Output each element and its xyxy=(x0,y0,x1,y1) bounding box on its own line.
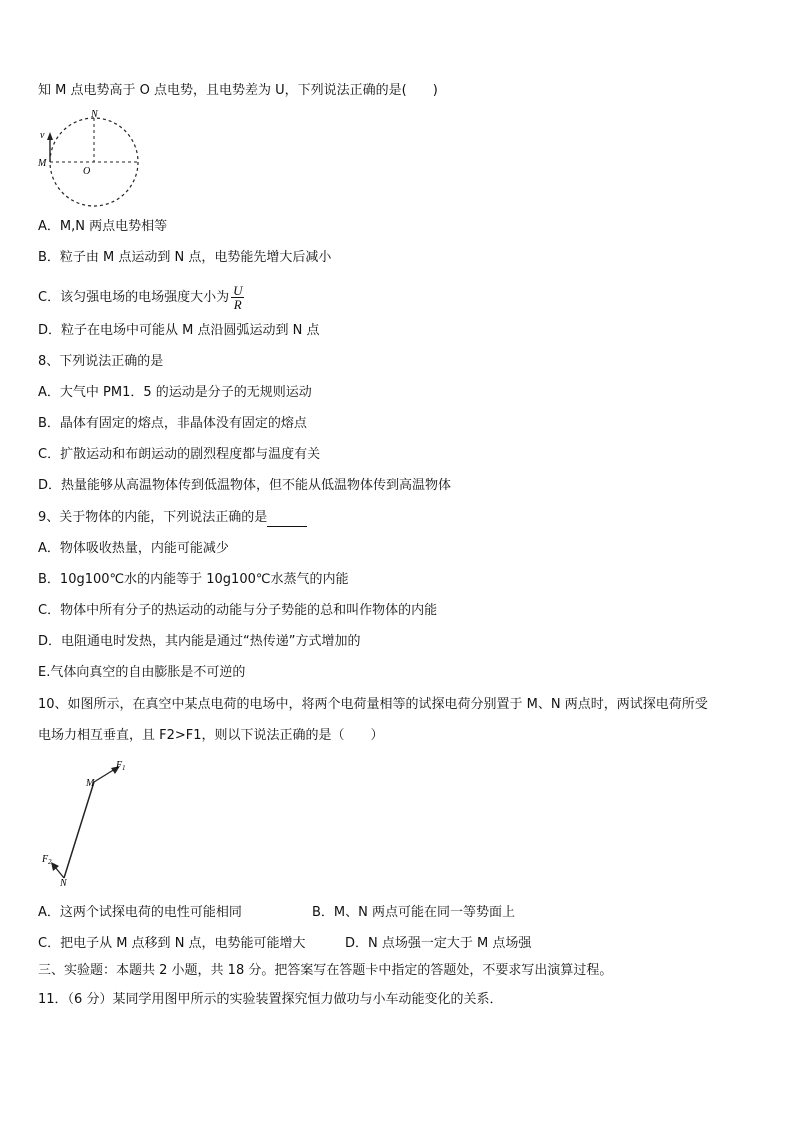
q10-stem-line2: 电场力相互垂直，且 F2>F1，则以下说法正确的是（ ） xyxy=(38,728,384,743)
q10-option-b: B．M、N 两点可能在同一等势面上 xyxy=(312,905,515,920)
q9-option-e: E.气体向真空的自由膨胀是不可逆的 xyxy=(38,665,246,680)
q10-force-figure xyxy=(36,756,146,890)
q10-label-n: N xyxy=(60,878,67,889)
q7-fraction xyxy=(231,284,244,311)
q7-frac-numerator: U xyxy=(233,283,243,298)
q10-stem-line1: 10、如图所示，在真空中某点电荷的电场中，将两个电荷量相等的试探电荷分别置于 M、N 两点时，两试探电荷所受 xyxy=(38,697,708,712)
q8-option-b: B．晶体有固定的熔点，非晶体没有固定的熔点 xyxy=(38,416,307,431)
q10-label-f2: F xyxy=(42,854,49,865)
q7-frac-denominator: R xyxy=(233,297,242,312)
q7-option-b: B．粒子由 M 点运动到 N 点，电势能先增大后减小 xyxy=(38,250,332,265)
q9-option-d: D．电阻通电时发热，其内能是通过“热传递”方式增加的 xyxy=(38,634,361,649)
q10-option-c: C．把电子从 M 点移到 N 点，电势能可能增大 xyxy=(38,936,306,951)
q7-circle-figure xyxy=(34,106,146,210)
q7-option-c-text: C．该匀强电场的电场强度大小为 xyxy=(38,290,230,305)
q8-stem: 8、下列说法正确的是 xyxy=(38,354,164,369)
section3-title: 三、实验题：本题共 2 小题，共 18 分。把答案写在答题卡中指定的答题处，不要求写出演算过程。 xyxy=(38,963,613,978)
q7-stem: 知 M 点电势高于 O 点电势，且电势差为 U，下列说法正确的是( ) xyxy=(38,83,438,98)
q10-label-f1-sub: 1 xyxy=(122,764,126,772)
q10-option-d: D．N 点场强一定大于 M 点场强 xyxy=(345,936,532,951)
q9-option-b: B．10g100℃水的内能等于 10g100℃水蒸气的内能 xyxy=(38,572,349,587)
q9-option-a: A．物体吸收热量，内能可能减少 xyxy=(38,541,229,556)
q7-option-c xyxy=(38,284,244,311)
q7-label-n: N xyxy=(91,109,98,120)
q7-label-o: O xyxy=(83,166,91,177)
q7-label-m: M xyxy=(38,158,47,169)
q9-stem: 9、关于物体的内能，下列说法正确的是 xyxy=(38,510,268,525)
q8-option-c: C．扩散运动和布朗运动的剧烈程度都与温度有关 xyxy=(38,447,321,462)
q11-stem: 11．（6 分）某同学用图甲所示的实验装置探究恒力做功与小车动能变化的关系． xyxy=(38,992,503,1007)
q9-stem-line xyxy=(38,509,307,527)
q7-label-v: v xyxy=(40,130,45,141)
q10-option-a: A．这两个试探电荷的电性可能相同 xyxy=(38,905,242,920)
q9-answer-blank xyxy=(267,512,307,527)
q7-option-a: A．M,N 两点电势相等 xyxy=(38,219,168,234)
q8-option-d: D．热量能够从高温物体传到低温物体，但不能从低温物体传到高温物体 xyxy=(38,478,452,493)
q10-label-m: M xyxy=(86,778,95,789)
q8-option-a: A．大气中 PM1．5 的运动是分子的无规则运动 xyxy=(38,385,312,400)
q9-option-c: C．物体中所有分子的热运动的动能与分子势能的总和叫作物体的内能 xyxy=(38,603,438,618)
q10-label-f2-sub: 2 xyxy=(48,858,52,866)
q10-label-f1: F xyxy=(116,760,123,771)
q7-option-d: D．粒子在电场中可能从 M 点沿圆弧运动到 N 点 xyxy=(38,323,320,338)
